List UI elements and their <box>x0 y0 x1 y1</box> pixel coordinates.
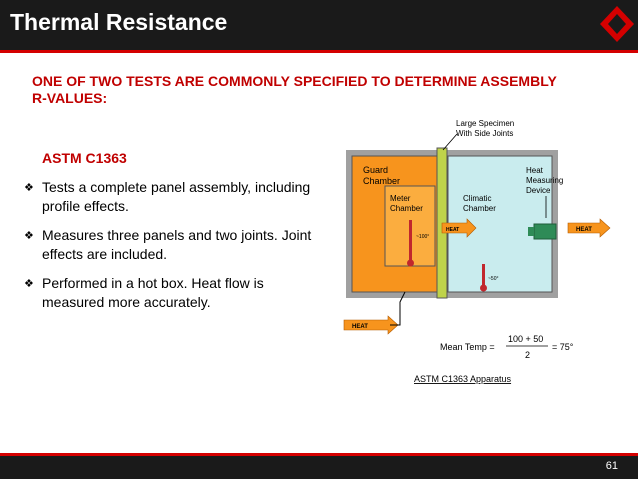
heat-arrow-label: HEAT <box>352 324 368 330</box>
slide-subtitle: ONE OF TWO TESTS ARE COMMONLY SPECIFIED TO DETERMINE ASSEMBLY R-VALUES: <box>32 73 557 106</box>
meter-chamber-label: Chamber <box>390 204 423 213</box>
diamond-bullet-icon: ❖ <box>24 182 34 194</box>
bullet-item <box>24 274 324 312</box>
bullet-item <box>24 178 324 216</box>
hot-temperature: ~100° <box>416 234 430 240</box>
specimen-label: Large Specimen <box>456 119 515 128</box>
heat-arrow-label: HEAT <box>576 227 592 233</box>
slide-title: Thermal Resistance <box>10 9 228 35</box>
heat-arrow-label: HEAT <box>446 227 460 233</box>
heat-measuring-label: Measuring <box>526 176 564 185</box>
mean-temp-label: Mean Temp = <box>440 342 495 352</box>
heat-device-cap <box>528 227 534 236</box>
page-number: 61 <box>605 460 618 472</box>
title-bar <box>0 0 638 50</box>
meter-chamber-label: Meter <box>390 194 411 203</box>
hot-box-diagram <box>330 112 630 392</box>
cold-thermometer-bulb <box>480 285 487 292</box>
hot-thermometer-icon <box>409 220 412 260</box>
bullet-text: Tests a complete panel assembly, including profile effects. <box>42 179 311 214</box>
mean-temp-denominator: 2 <box>525 350 531 360</box>
cold-thermometer-icon <box>482 264 485 286</box>
bullet-text: Measures three panels and two joints. Joint effects are included. <box>42 227 312 262</box>
diagram-caption: ASTM C1363 Apparatus <box>414 374 512 384</box>
footer-bar <box>0 456 638 479</box>
cold-temperature: ~50° <box>488 276 499 282</box>
logo-icon <box>598 4 636 44</box>
specimen-label: With Side Joints <box>456 129 514 138</box>
mean-temp-numerator: 100 + 50 <box>508 334 544 344</box>
bullet-text: Performed in a hot box. Heat flow is measured more accurately. <box>42 275 264 310</box>
diamond-bullet-icon: ❖ <box>24 278 34 290</box>
hot-thermometer-bulb <box>407 260 414 267</box>
specimen-leader-line <box>443 134 457 150</box>
diamond-bullet-icon: ❖ <box>24 230 34 242</box>
heat-measuring-label: Device <box>526 186 551 195</box>
section-heading: ASTM C1363 <box>42 150 127 166</box>
mean-temp-result: = 75° <box>552 342 574 352</box>
bullet-list <box>24 178 324 322</box>
guard-chamber-label: Guard <box>363 165 389 175</box>
guard-chamber-label: Chamber <box>363 176 401 186</box>
climatic-chamber-label: Chamber <box>463 204 496 213</box>
heat-measuring-device <box>534 224 556 239</box>
heat-measuring-label: Heat <box>526 166 543 175</box>
climatic-chamber-label: Climatic <box>463 194 492 203</box>
bullet-item <box>24 226 324 264</box>
title-divider <box>0 50 638 53</box>
